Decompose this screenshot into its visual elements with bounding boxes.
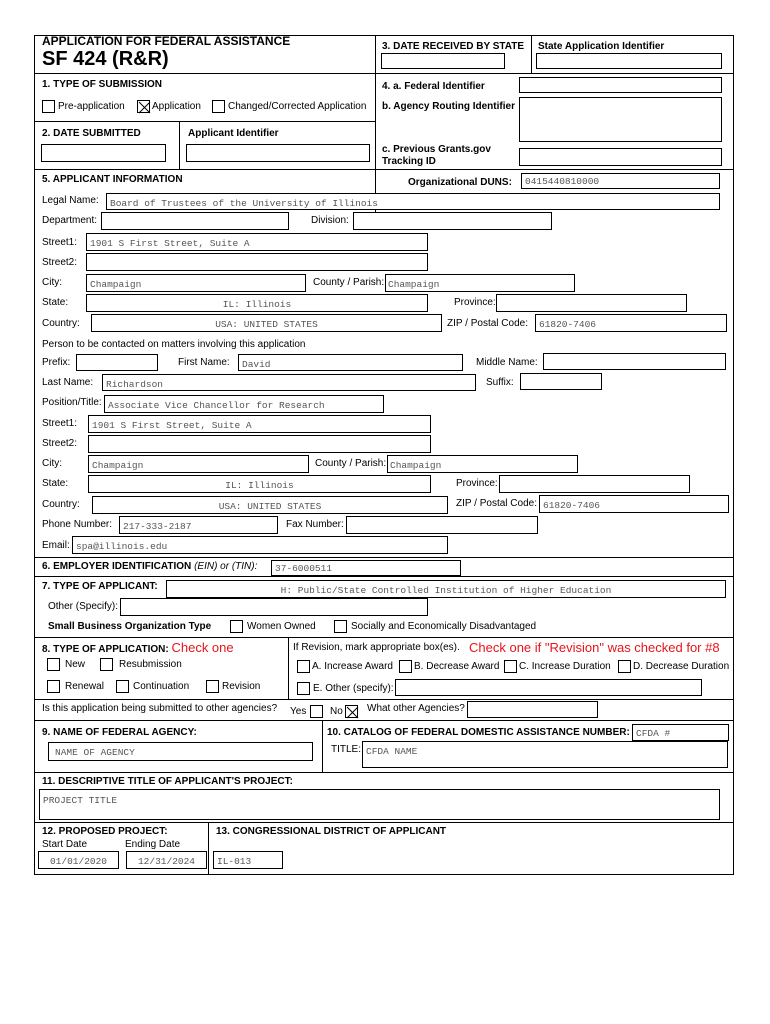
department-label: Department:: [42, 215, 98, 226]
fax-field[interactable]: [346, 516, 538, 534]
prev-grants-field[interactable]: [519, 148, 722, 166]
last-name-label: Last Name:: [42, 377, 94, 388]
revision-option-label: Revision: [222, 681, 261, 692]
disadvantaged-checkbox[interactable]: [334, 620, 347, 633]
cfda-title-field[interactable]: CFDA NAME: [362, 741, 728, 768]
contact-zip-label: ZIP / Postal Code:: [456, 498, 537, 509]
sec12-label: 12. PROPOSED PROJECT:: [42, 826, 168, 837]
department-field[interactable]: [101, 212, 289, 230]
phone-label: Phone Number:: [42, 519, 113, 530]
women-owned-checkbox[interactable]: [230, 620, 243, 633]
application-label: Application: [152, 101, 201, 112]
contact-intro: Person to be contacted on matters involving this application: [42, 339, 306, 350]
sec5-label: 5. APPLICANT INFORMATION: [42, 174, 183, 185]
sec13-label: 13. CONGRESSIONAL DISTRICT OF APPLICANT: [216, 826, 447, 837]
county-field[interactable]: Champaign: [385, 274, 575, 292]
revision-label: If Revision, mark appropriate box(es).: [293, 642, 460, 653]
contact-state-label: State:: [42, 478, 69, 489]
county-label: County / Parish:: [313, 277, 385, 288]
resubmission-label: Resubmission: [119, 659, 182, 670]
sec7-label: 7. TYPE OF APPLICANT:: [42, 581, 158, 592]
sec10-label: 10. CATALOG OF FEDERAL DOMESTIC ASSISTANCE NUMBER:: [327, 727, 630, 738]
federal-agency-field[interactable]: NAME OF AGENCY: [48, 742, 313, 761]
divider: [34, 772, 734, 773]
end-date-label: Ending Date: [125, 839, 181, 850]
increase-duration-label: C. Increase Duration: [519, 661, 611, 672]
contact-country-label: Country:: [42, 499, 80, 510]
middle-name-field[interactable]: [543, 353, 726, 370]
contact-city-field[interactable]: Champaign: [88, 455, 309, 473]
province-label: Province:: [454, 297, 496, 308]
duns-field[interactable]: 0415440810000: [521, 173, 720, 189]
contact-street1-label: Street1:: [42, 418, 78, 429]
sec6-label-italic: (EIN) or (TIN):: [194, 561, 258, 572]
continuation-checkbox[interactable]: [116, 680, 129, 693]
suffix-field[interactable]: [520, 373, 602, 390]
divider: [322, 720, 323, 772]
agency-routing-field[interactable]: [519, 97, 722, 142]
last-name-field[interactable]: Richardson: [102, 374, 476, 391]
divider: [34, 637, 734, 638]
sec9-label: 9. NAME OF FEDERAL AGENCY:: [42, 727, 197, 738]
street2-field[interactable]: [86, 253, 428, 271]
ein-field[interactable]: 37-6000511: [271, 560, 461, 576]
street2-label: Street2:: [42, 257, 78, 268]
position-field[interactable]: Associate Vice Chancellor for Research: [104, 395, 384, 413]
decrease-duration-label: D. Decrease Duration: [633, 661, 730, 672]
yes-checkbox[interactable]: [310, 705, 323, 718]
revision-checkbox[interactable]: [206, 680, 219, 693]
divider: [288, 637, 289, 699]
sec2-label: 2. DATE SUBMITTED: [42, 128, 141, 139]
other-agencies-question: Is this application being submitted to other agencies?: [42, 703, 278, 714]
first-name-field[interactable]: David: [238, 354, 463, 371]
email-label: Email:: [42, 540, 70, 551]
resubmission-checkbox[interactable]: [100, 658, 113, 671]
street1-label: Street1:: [42, 237, 78, 248]
street1-field[interactable]: 1901 S First Street, Suite A: [86, 233, 428, 251]
congressional-district-field[interactable]: IL-013: [213, 851, 283, 869]
divider: [34, 576, 734, 577]
state-app-id-label: State Application Identifier: [538, 41, 665, 52]
city-label: City:: [42, 277, 62, 288]
increase-award-label: A. Increase Award: [312, 661, 393, 672]
decrease-award-checkbox[interactable]: [399, 660, 412, 673]
legal-name-label: Legal Name:: [42, 195, 99, 206]
prefix-label: Prefix:: [42, 357, 71, 368]
contact-province-field[interactable]: [499, 475, 690, 493]
state-field[interactable]: IL: Illinois: [86, 294, 428, 312]
date-received-field[interactable]: [381, 53, 505, 69]
changed-corrected-checkbox[interactable]: [212, 100, 225, 113]
zip-field[interactable]: 61820-7406: [535, 314, 727, 332]
increase-duration-checkbox[interactable]: [504, 660, 517, 673]
position-label: Position/Title:: [42, 397, 102, 408]
contact-county-label: County / Parish:: [315, 458, 387, 469]
country-label: Country:: [42, 318, 80, 329]
other-specify-label: Other (Specify):: [48, 601, 119, 612]
sec8-label: [42, 640, 234, 655]
renewal-label: Renewal: [65, 681, 104, 692]
federal-identifier-label: 4. a. Federal Identifier: [382, 81, 485, 92]
sec8-label-main: 8. TYPE OF APPLICATION:: [42, 644, 169, 655]
divider: [179, 121, 180, 169]
divider: [34, 557, 734, 558]
revision-note: Check one if "Revision" was checked for #8: [469, 640, 720, 655]
suffix-label: Suffix:: [486, 377, 514, 388]
divider: [34, 822, 734, 823]
division-field[interactable]: [353, 212, 552, 230]
form-title: APPLICATION FOR FEDERAL ASSISTANCE: [42, 34, 291, 48]
what-agencies-field[interactable]: [467, 701, 598, 718]
prev-grants-label-2: Tracking ID: [382, 156, 436, 167]
pre-application-checkbox[interactable]: [42, 100, 55, 113]
contact-street1-field[interactable]: 1901 S First Street, Suite A: [88, 415, 431, 433]
other-specify-field[interactable]: [120, 598, 428, 616]
contact-street2-label: Street2:: [42, 438, 78, 449]
new-checkbox[interactable]: [47, 658, 60, 671]
middle-name-label: Middle Name:: [476, 357, 538, 368]
what-agencies-label: What other Agencies?: [367, 703, 465, 714]
divider: [34, 169, 734, 170]
prefix-field[interactable]: [76, 354, 158, 371]
continuation-label: Continuation: [133, 681, 190, 692]
sbo-label: Small Business Organization Type: [48, 621, 212, 632]
applicant-id-label: Applicant Identifier: [188, 128, 279, 139]
renewal-checkbox[interactable]: [47, 680, 60, 693]
no-label: No: [330, 706, 343, 717]
divider: [531, 35, 532, 73]
cfda-title-label: TITLE:: [331, 744, 362, 755]
other-revision-label: E. Other (specify):: [313, 683, 394, 694]
changed-corrected-label: Changed/Corrected Application: [228, 101, 367, 112]
divider: [34, 699, 734, 700]
other-revision-field[interactable]: [395, 679, 702, 696]
city-field[interactable]: Champaign: [86, 274, 306, 292]
pre-application-label: Pre-application: [58, 101, 125, 112]
province-field[interactable]: [496, 294, 687, 312]
date-submitted-field[interactable]: [41, 144, 166, 162]
contact-province-label: Province:: [456, 478, 498, 489]
divider: [34, 720, 734, 721]
applicant-id-field[interactable]: [186, 144, 370, 162]
state-app-id-field[interactable]: [536, 53, 722, 69]
federal-identifier-field[interactable]: [519, 77, 722, 93]
divider: [34, 121, 375, 122]
cfda-number-field[interactable]: CFDA #: [632, 724, 729, 741]
duns-label: Organizational DUNS:: [408, 177, 512, 188]
start-date-label: Start Date: [42, 839, 88, 850]
application-checkbox[interactable]: [137, 100, 150, 113]
project-title-field[interactable]: PROJECT TITLE: [39, 789, 720, 820]
sec11-label: 11. DESCRIPTIVE TITLE OF APPLICANT'S PROJECT:: [42, 776, 293, 787]
agency-routing-label: b. Agency Routing Identifier: [382, 101, 515, 112]
contact-state-field[interactable]: IL: Illinois: [88, 475, 431, 493]
fax-label: Fax Number:: [286, 519, 344, 530]
legal-name-field[interactable]: Board of Trustees of the University of Illinois: [106, 193, 720, 210]
increase-award-checkbox[interactable]: [297, 660, 310, 673]
phone-field[interactable]: 217-333-2187: [119, 516, 278, 534]
division-label: Division:: [311, 215, 349, 226]
new-label: New: [65, 659, 86, 670]
women-owned-label: Women Owned: [247, 621, 316, 632]
no-checkbox[interactable]: [345, 705, 358, 718]
decrease-award-label: B. Decrease Award: [414, 661, 500, 672]
sec1-label: 1. TYPE OF SUBMISSION: [42, 79, 163, 90]
disadvantaged-label: Socially and Economically Disadvantaged: [351, 621, 537, 632]
country-field[interactable]: USA: UNITED STATES: [91, 314, 442, 332]
divider: [208, 822, 209, 875]
start-date-field[interactable]: 01/01/2020: [38, 851, 119, 869]
contact-zip-field[interactable]: 61820-7406: [539, 495, 729, 513]
sec6-label: [42, 561, 257, 572]
email-field[interactable]: spa@illinois.edu: [72, 536, 448, 554]
first-name-label: First Name:: [178, 357, 230, 368]
decrease-duration-checkbox[interactable]: [618, 660, 631, 673]
contact-county-field[interactable]: Champaign: [387, 455, 578, 473]
applicant-type-field[interactable]: H: Public/State Controlled Institution of Higher Education: [166, 580, 726, 598]
other-revision-checkbox[interactable]: [297, 682, 310, 695]
contact-city-label: City:: [42, 458, 62, 469]
yes-label: Yes: [290, 706, 307, 717]
sec6-label-main: 6. EMPLOYER IDENTIFICATION: [42, 561, 192, 572]
check-one-note: Check one: [171, 640, 234, 655]
form-name: SF 424 (R&R): [42, 48, 169, 70]
zip-label: ZIP / Postal Code:: [447, 318, 528, 329]
divider: [34, 73, 734, 74]
end-date-field[interactable]: 12/31/2024: [126, 851, 207, 869]
contact-country-field[interactable]: USA: UNITED STATES: [92, 496, 448, 514]
prev-grants-label-1: c. Previous Grants.gov: [382, 144, 491, 155]
contact-street2-field[interactable]: [88, 435, 431, 453]
date-received-label: 3. DATE RECEIVED BY STATE: [382, 41, 525, 52]
state-label: State:: [42, 297, 69, 308]
